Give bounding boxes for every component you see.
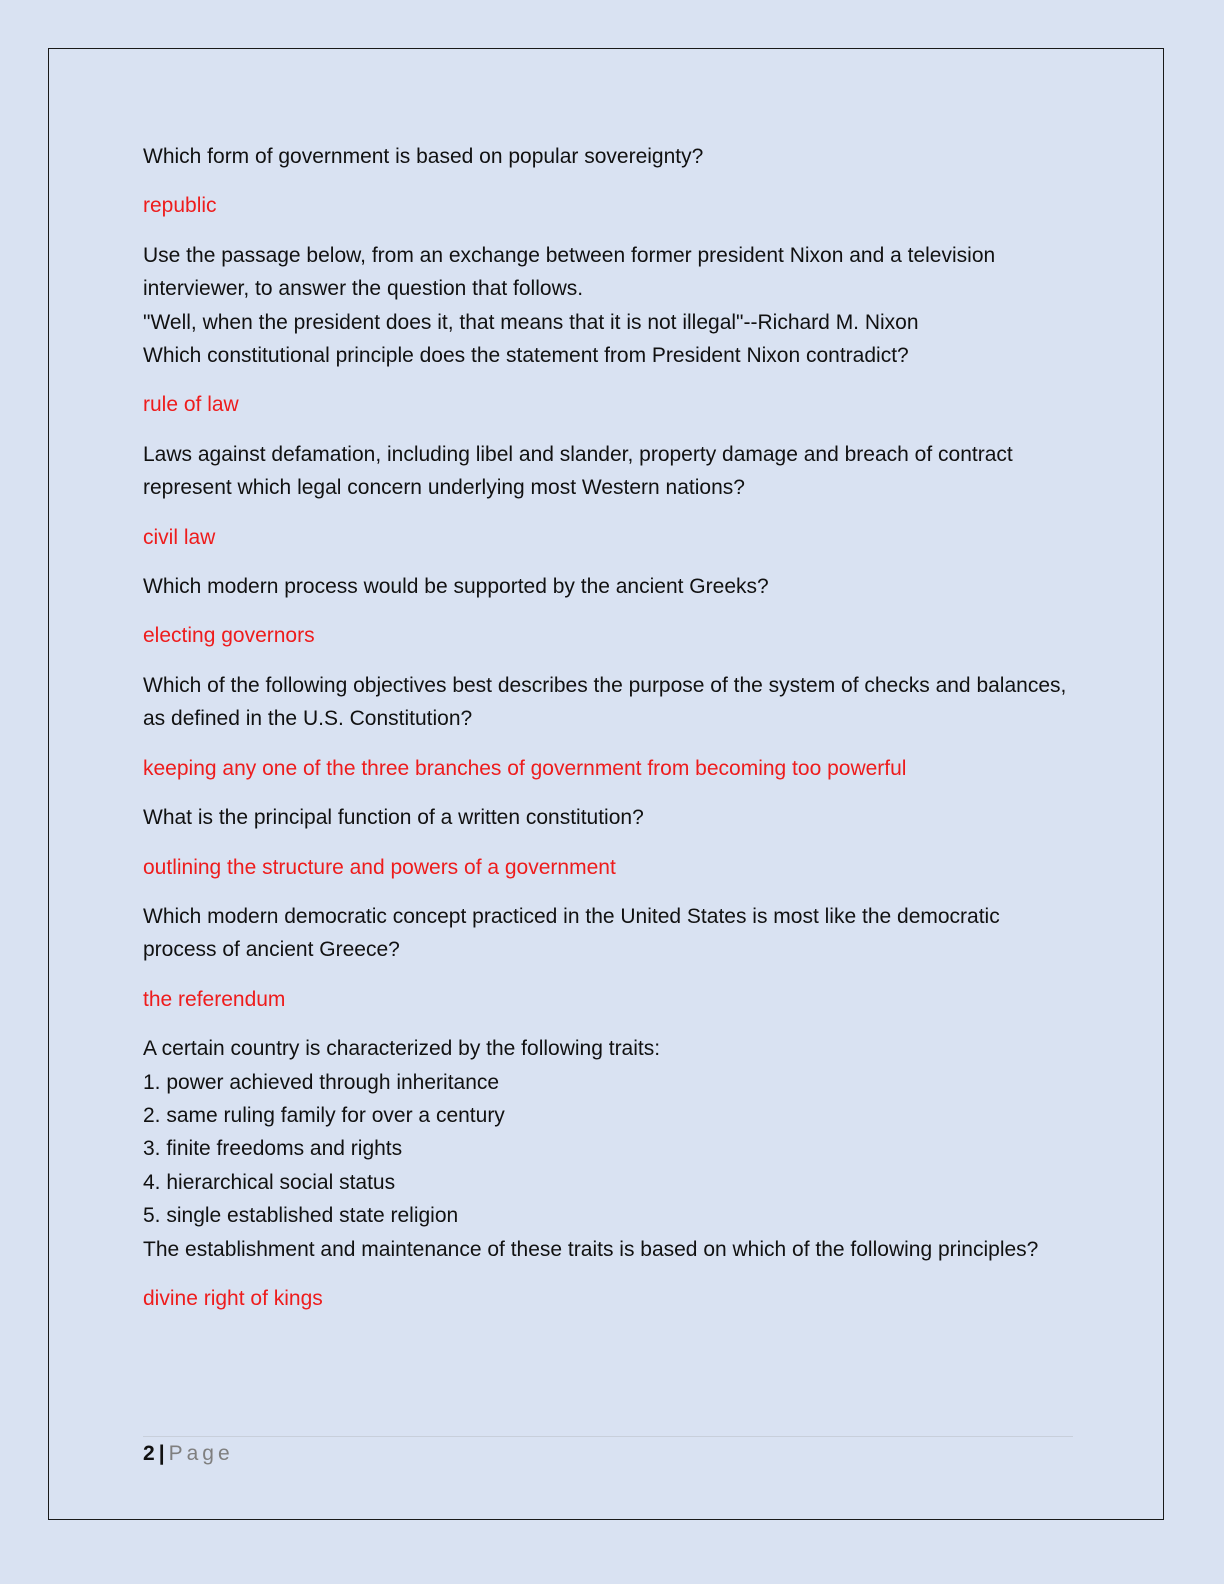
page-label: Page [168,1442,234,1465]
question [143,438,1078,505]
question-text: Which constitutional principle does the statement from President Nixon contradict? [143,344,909,368]
trait-item: 5. single established state religion [143,1204,459,1228]
question-text: What is the principal function of a written constitution? [143,806,644,830]
question [143,570,1078,603]
document-body [143,140,1078,1331]
answer: outlining the structure and powers of a government [143,855,616,879]
question [143,669,1078,736]
question-text: Which of the following objectives best describes the purpose of the system of checks and balances, as defined in the U.S. Constitution? [143,673,1067,731]
answer: rule of law [143,393,239,417]
question [143,140,1078,173]
trait-item: 3. finite freedoms and rights [143,1137,403,1161]
trait-item: 4. hierarchical social status [143,1170,396,1194]
question [143,900,1078,967]
trait-item: 1. power achieved through inheritance [143,1070,500,1094]
answer: the referendum [143,987,286,1011]
page-separator: | [158,1442,165,1465]
question-text: Which form of government is based on popular sovereignty? [143,145,704,168]
question-text: The establishment and maintenance of these traits is based on which of the following principles? [143,1237,1039,1261]
answer: electing governors [143,624,315,648]
question-quote: "Well, when the president does it, that means that it is not illegal"--Richard M. Nixon [143,310,919,334]
trait-item: 2. same ruling family for over a century [143,1103,505,1127]
question [143,239,1078,373]
answer: divine right of kings [143,1286,323,1310]
question [143,1032,1078,1266]
question-text: Which modern process would be supported by the ancient Greeks? [143,575,769,599]
answer: civil law [143,525,216,549]
answer: republic [143,194,217,218]
question [143,801,1078,834]
page-number: 2 [143,1442,155,1465]
question-text: Use the passage below, from an exchange between former president Nixon and a television interviewer, to answer the question that follows. [143,243,996,301]
question-text: Laws against defamation, including libel and slander, property damage and breach of contract represent which legal concern underlying most Western nations? [143,442,1013,500]
page-footer [143,1436,1073,1469]
answer: keeping any one of the three branches of government from becoming too powerful [143,756,907,780]
question-text: Which modern democratic concept practiced in the United States is most like the democratic process of ancient Greece? [143,904,1000,962]
question-text: A certain country is characterized by the following traits: [143,1037,661,1061]
